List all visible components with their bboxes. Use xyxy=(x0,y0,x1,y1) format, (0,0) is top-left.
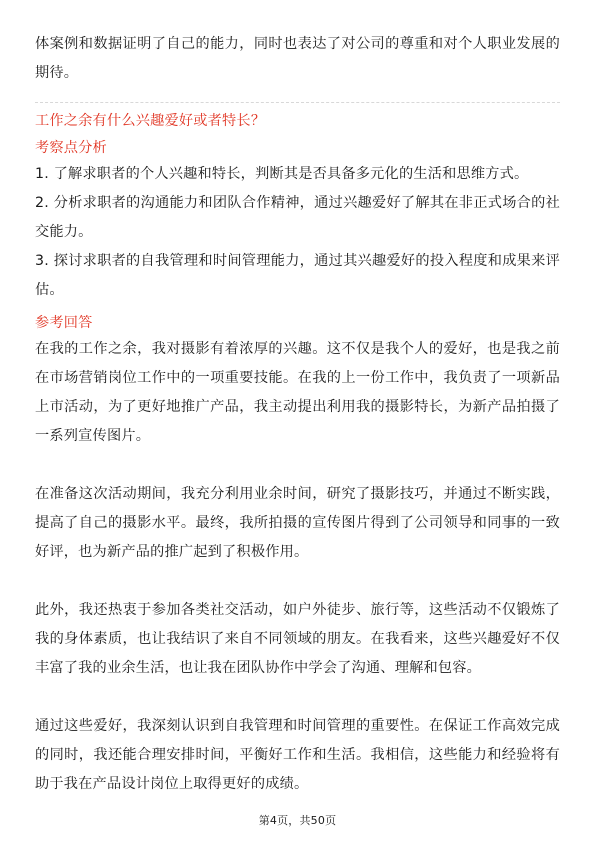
answer-paragraph: 在准备这次活动期间，我充分利用业余时间，研究了摄影技巧，并通过不断实践，提高了自己的摄影水平。最终，我所拍摄的宣传图片得到了公司领导和同事的一致好评，也为新产品的推广起到了积极作用。 xyxy=(35,486,560,560)
analysis-label: 考察点分析 xyxy=(35,140,107,156)
answer-body xyxy=(35,335,560,799)
answer-label: 参考回答 xyxy=(35,315,93,331)
analysis-list xyxy=(35,160,560,305)
answer-paragraph: 通过这些爱好，我深刻认识到自我管理和时间管理的重要性。在保证工作高效完成的同时，我还能合理安排时间，平衡好工作和生活。我相信，这些能力和经验将有助于我在产品设计岗位上取得更好的成绩。 xyxy=(35,718,560,792)
analysis-item: 3. 探讨求职者的自我管理和时间管理能力，通过其兴趣爱好的投入程度和成果来评估。 xyxy=(35,253,560,298)
document-page xyxy=(35,30,560,799)
section-divider xyxy=(35,102,560,103)
answer-paragraph: 此外，我还热衷于参加各类社交活动，如户外徒步、旅行等，这些活动不仅锻炼了我的身体素质，也让我结识了来自不同领域的朋友。在我看来，这些兴趣爱好不仅丰富了我的业余生活，也让我在团队协作中学会了沟通、理解和包容。 xyxy=(35,602,560,676)
intro-paragraph: 体案例和数据证明了自己的能力，同时也表达了对公司的尊重和对个人职业发展的期待。 xyxy=(35,36,560,81)
question-title: 工作之余有什么兴趣爱好或者特长？ xyxy=(35,113,266,129)
analysis-item: 1. 了解求职者的个人兴趣和特长，判断其是否具备多元化的生活和思维方式。 xyxy=(35,166,529,182)
answer-paragraph: 在我的工作之余，我对摄影有着浓厚的兴趣。这不仅是我个人的爱好，也是我之前在市场营销岗位工作中的一项重要技能。在我的上一份工作中，我负责了一项新品上市活动，为了更好地推广产品，我主动提出利用我的摄影特长，为新产品拍摄了一系列宣传图片。 xyxy=(35,341,560,444)
page-number: 第4页，共50页 xyxy=(258,814,337,827)
analysis-item: 2. 分析求职者的沟通能力和团队合作精神，通过兴趣爱好了解其在非正式场合的社交能力。 xyxy=(35,195,560,240)
